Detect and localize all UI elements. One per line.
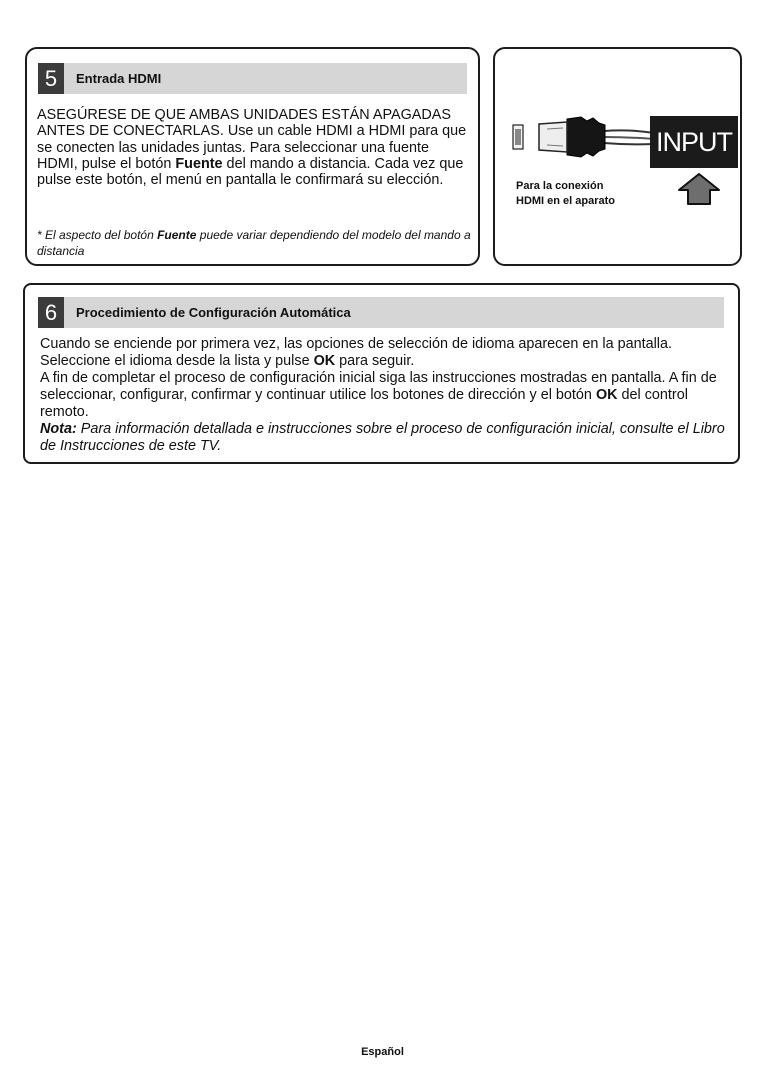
hdmi-cable-icon	[509, 111, 654, 163]
section-header	[38, 297, 724, 328]
footnote-text: * El aspecto del botón	[37, 228, 158, 242]
body-bold-text: OK	[595, 387, 618, 403]
note-text: Para información detallada e instrucciones sobre el proceso de configuración inicial, consulte el Libro de Instrucciones de este TV.	[40, 421, 725, 454]
body-text: ASEGÚRESE DE QUE AMBAS UNIDADES ESTÁN APAGADAS ANTES DE CONECTARLAS. Use un cable HDMI a HDMI para que se conecten las unidades juntas. Para seleccionar una fuente HDMI, pulse el botón	[37, 107, 467, 172]
caption-line: HDMI en el aparato	[516, 195, 616, 207]
section-header	[38, 63, 467, 94]
page-footer-language: Español	[361, 1046, 404, 1058]
body-text: del mando a distancia. Cada vez que pulse este botón, el menú en pantalla le confirmará su elección.	[37, 155, 464, 189]
hdmi-illustration	[493, 47, 742, 266]
section-number: 5	[38, 63, 64, 94]
section-body	[40, 336, 732, 455]
hdmi-input-section	[25, 47, 480, 266]
body-text: Cuando se enciende por primera vez, las opciones de selección de idioma aparecen en la pantalla. Seleccione el idioma desde la lista y pulse	[40, 336, 672, 369]
section-number: 6	[38, 297, 64, 328]
connection-caption	[516, 179, 646, 209]
auto-setup-section	[23, 283, 740, 464]
section-title: Procedimiento de Configuración Automática	[76, 305, 351, 320]
body-text: A fin de completar el proceso de configuración inicial siga las instrucciones mostradas en pantalla. A fin de seleccionar, configurar, confirmar y continuar utilice los botones de dirección y el botón	[40, 370, 717, 403]
caption-line: Para la conexión	[516, 180, 604, 192]
section-title: Entrada HDMI	[76, 71, 162, 86]
section-body	[37, 107, 473, 188]
up-arrow-icon	[677, 172, 721, 206]
input-button-label: INPUT	[650, 116, 738, 168]
body-bold-text: Fuente	[175, 155, 223, 172]
body-text: para seguir.	[335, 353, 415, 369]
footnote	[37, 228, 473, 259]
note-label: Nota:	[40, 421, 77, 437]
body-text: del control remoto.	[40, 387, 688, 420]
footnote-text: puede variar dependiendo del modelo del mando a distancia	[37, 228, 471, 258]
footnote-bold-text: Fuente	[157, 228, 197, 242]
body-bold-text: OK	[313, 353, 336, 369]
